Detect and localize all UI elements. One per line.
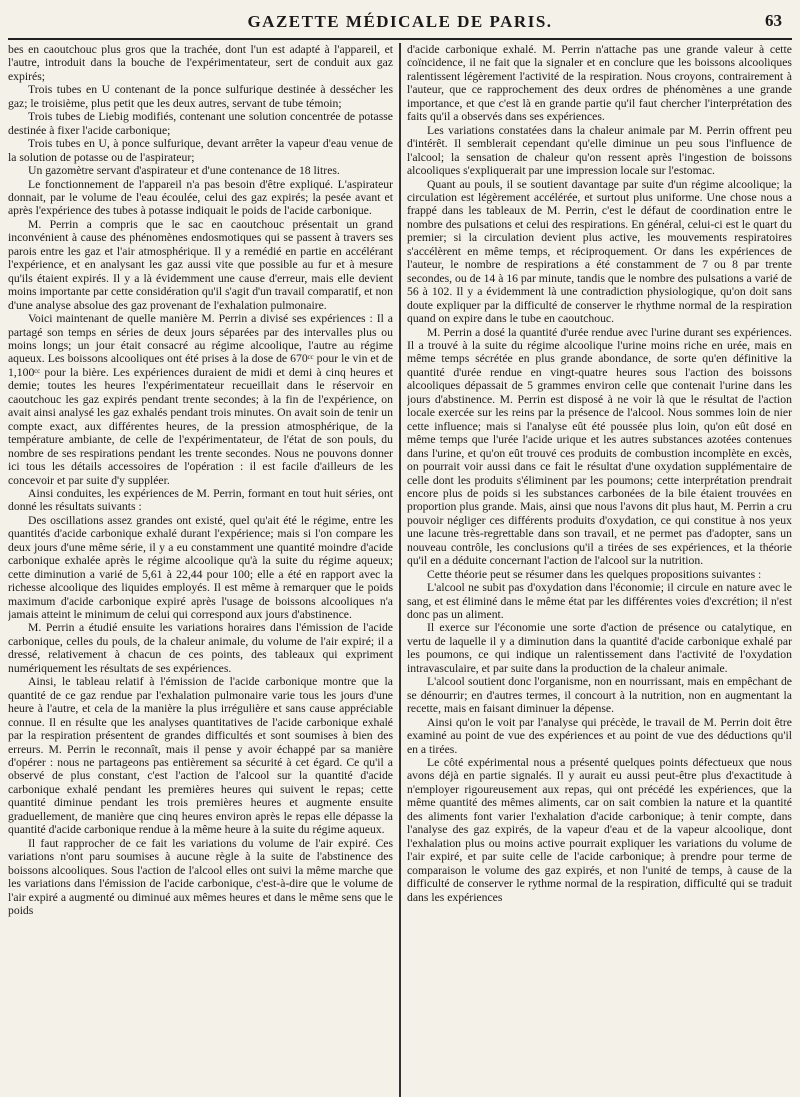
paragraph: Trois tubes en U contenant de la ponce sulfurique destinée à dessécher les gaz; le troisième, plus petit que les deux autres, servant de tube témoin; [8,83,393,110]
paragraph: d'acide carbonique exhalé. M. Perrin n'attache pas une grande valeur à cette coïncidence, il ne fait que la signaler et en conclure que les boissons alcooliques ralentissent légèrement l'activité de la respiration. Nous croyons, contrairement à l'auteur, que ce rapprochement des deux ordres de phénomènes a une grande importance, et que c'est là en grande partie qu'il faut chercher l'interprétation des faits qu'il a observés dans ses expériences. [406,43,792,124]
paragraph: Il exerce sur l'économie une sorte d'action de présence ou catalytique, en vertu de laquelle il y a diminution dans la quantité d'acide carbonique exhalé par les poumons, ce qui indique un ralentissement dans l'activité de l'oxydation intravasculaire, et par suite dans la production de la chaleur animale. [406,621,792,675]
paragraph: Quant au pouls, il se soutient davantage par suite d'un régime alcoolique; la circulation est légèrement accélérée, et surtout plus uniforme. Une chose nous a frappé dans les tableaux de M. Perrin, c'est le défaut de coordination entre le nombre des pulsations et celui des respirations. En général, celui-ci est le quart du premier; si la circulation devient plus active, les mouvements respiratoires s'accélèrent en même temps, et réciproquement. Or dans les expériences de l'auteur, le nombre de respirations a été constamment de 7 ou 8 par trente secondes, ou de 14 à 16 par minute, tandis que le nombre des pulsations a varié de 56 à 102. Il y a évidemment là une contradiction physiologique, qu'on doit sans doute expliquer par la difficulté de conserver le rhythme normal de la respiration quand on expire dans le tube en caoutchouc. [406,177,792,326]
paragraph: Ainsi, le tableau relatif à l'émission de l'acide carbonique montre que la quantité de ce gaz rendue par l'exhalation pulmonaire varie tous les jours d'une heure à l'autre, et cela de la manière la plus irrégulière et sans cause appréciable connue. Il en résulte que les analyses quantitatives de l'acide carbonique exhalé par la respiration présentent de grandes difficultés et sont soumises à bien des erreurs. M. Perrin le reconnaît, mais il pense y avoir échappé par sa manière d'opérer : nous ne partageons pas entièrement sa sécurité à cet égard. Ce qu'il a observé de plus constant, c'est l'action de l'alcool sur la quantité d'acide carbonique exhalé pendant les premières heures qui suivent le repas; cette quantité diminue pendant les trois premières heures et augmente ensuite graduellement, de manière que cinq heures environ après le repas elle dépasse la quantité d'acide carbonique rendue à la même heure à la suite du régime aqueux. [8,675,393,837]
paragraph: L'alcool soutient donc l'organisme, non en nourrissant, mais en empêchant de se dénourrir; en d'autres termes, il concourt à la nutrition, non en augmentant la recette, mais en faisant diminuer la dépense. [406,675,792,716]
paragraph: L'alcool ne subit pas d'oxydation dans l'économie; il circule en nature avec le sang, et est éliminé dans le même état par les différentes voies d'excrétion; il n'est donc pas un aliment. [406,581,792,622]
paragraph: Le côté expérimental nous a présenté quelques points défectueux que nous avons déjà en partie signalés. Il y aurait eu aussi peut-être plus d'exactitude à n'employer rigoureusement aux repas, qui ont précédé les expériences, que la même quantité des mêmes aliments, car on sait combien la nature et la quantité des aliments font varier l'exhalation d'acide carbonique; à tenir compte, dans l'analyse des gaz expirés, de la vapeur d'eau et de la vapeur alcoolique, dont l'exhalation plus ou moins active pourrait expliquer les variations du volume de l'air expiré, et par suite celle de l'acide carbonique; à prendre pour terme de comparaison le volume des gaz expirés, et non l'unité de temps, à cause de la difficulté de conserver le rythme normal de la respiration, difficulté qui se traduit dans les expériences [406,756,792,904]
paragraph: Ainsi conduites, les expériences de M. Perrin, formant en tout huit séries, ont donné les résultats suivants : [8,486,393,514]
paragraph: Le fonctionnement de l'appareil n'a pas besoin d'être expliqué. L'aspirateur donnait, par le volume de l'eau écoulée, celui des gaz expirés; la pesée avant et après l'expérience des tubes à potasse indiquait le poids de l'acide carbonique. [8,177,393,218]
paragraph: Les variations constatées dans la chaleur animale par M. Perrin offrent peu d'intérêt. Il semblerait cependant qu'elle diminue un peu sous l'influence de l'alcool; la sensation de chaleur qu'on ressent après l'ingestion de boissons alcooliques s'expliquerait par une impression locale sur l'estomac. [406,123,792,178]
left-column [8,43,393,1097]
column-divider [399,43,401,1097]
paragraph: Voici maintenant de quelle manière M. Perrin a divisé ses expériences : Il a partagé son temps en séries de deux jours séparées par des intervalles plus ou moins longs; un jour était consacré au régime alcoolique, l'autre au régime aqueux. Les boissons alcooliques ont été prises à la dose de 670ᶜᶜ pour le vin et de 1,100ᶜᶜ pour la bière. Les expériences duraient de midi et demi à cinq heures et demie; toutes les heures l'expérimentateur recueillait dans le réservoir en caoutchouc les gaz expirés pendant trente secondes; à la fin de l'expérience, on avait ainsi analysé les gaz exhalés pendant trois minutes. On avait soin de tenir un compte exact, aux différentes heures, de la pression atmosphérique, de la température ambiante, de celle de l'expérimentateur, de l'état de son pouls, du nombre de ses respirations pendant les trente secondes. Nous ne pouvons donner ici tous les détails accessoires de l'opération : il est facile d'ailleurs de les concevoir et par suite d'y suppléer. [8,312,393,487]
paragraph: Trois tubes en U, à ponce sulfurique, devant arrêter la vapeur d'eau venue de la solution de potasse ou de l'aspirateur; [8,137,393,164]
paragraph: Des oscillations assez grandes ont existé, quel qu'ait été le régime, entre les quantités d'acide carbonique exhalé durant l'expérience; mais si l'on compare les deux jours d'une même série, il y a eu constamment une quantité moindre d'acide carbonique exhalée après le régime alcoolique qu'à la suite du régime aqueux; cette diminution a varié de 5,61 à 22,44 pour 100; elle a été en rapport avec la richesse alcoolique des liquides employés. Il est même à remarquer que le poids maximum d'acide carbonique expiré après l'usage de boissons alcooliques n'a jamais atteint le minimum de celui qui correspond aux jours d'abstinence. [8,513,393,622]
page-number: 63 [765,11,782,30]
paragraph: Cette théorie peut se résumer dans les quelques propositions suivantes : [426,567,762,581]
paragraph: Ainsi qu'on le voit par l'analyse qui précède, le travail de M. Perrin doit être examiné au point de vue des expériences et au point de vue des déductions qu'il en a tirées. [406,715,792,756]
page-header [8,8,792,40]
journal-title: GAZETTE MÉDICALE DE PARIS. [247,12,553,31]
paragraph: M. Perrin a dosé la quantité d'urée rendue avec l'urine durant ses expériences. Il a trouvé à la suite du régime alcoolique l'urine moins riche en urée, mais en même temps sécrétée en plus grande abondance, de sorte qu'en définitive la quantité d'urée rendue en vingt-quatre heures sous l'action des boissons alcooliques dépassait de 5 grammes environ celle que contenait l'urine dans les jours d'abstinence. M. Perrin est disposé à ne voir là que le résultat de l'action locale exercée sur les reins par la présence de l'alcool. Nous sommes loin de nier cette influence; mais si l'analyse eût été poussée plus loin, qu'on eût dosé en même temps que l'urée l'acide urique et les autres substances azotées contenues dans l'urine, et qu'on eût trouvé ces produits de combustion incomplète en excès, on pourrait voir aussi dans ce fait le résultat d'une oxydation supplémentaire de celle dont les produits s'éliminent par les poumons; cette interprétation prendrait encore plus de poids si les substances carbonées de la bile étaient trouvées en proportion plus grande. Mais, ainsi que nous l'avons dit plus haut, M. Perrin a cru pouvoir négliger ces différents produits d'oxydation, ce qui constitue à nos yeux une lacune très-regrettable dans son travail, et ne permet pas d'adopter, sans un nouveau contrôle, les conclusions qu'il a tirées de ses expériences, et la théorie qu'il en a déduite concernant l'action de l'alcool sur la nutrition. [406,325,792,568]
paragraph: Il faut rapprocher de ce fait les variations du volume de l'air expiré. Ces variations n'ont paru soumises à aucune règle à la suite de l'abstinence des boissons alcooliques. Sous l'action de l'alcool elles ont suivi la même marche que les variations dans l'émission de l'acide carbonique, c'est-à-dire que le volume de l'air expiré a augmenté ou diminué aux mêmes heures et dans le même sens que le poids [8,836,393,917]
text-columns [8,43,792,1097]
right-column [407,43,792,1097]
paragraph: Trois tubes de Liebig modifiés, contenant une solution concentrée de potasse destinée à fixer l'acide carbonique; [8,110,393,137]
paragraph: Un gazomètre servant d'aspirateur et d'une contenance de 18 litres. [28,164,340,178]
paragraph: M. Perrin a étudié ensuite les variations horaires dans l'émission de l'acide carbonique, celles du pouls, de la chaleur animale, du volume de l'air expiré; il a dressé, relativement à chacun de ces points, des tableaux qui expriment numériquement les résultats de ses expériences. [8,621,393,675]
paragraph: M. Perrin a compris que le sac en caoutchouc présentait un grand inconvénient à cause des phénomènes endosmotiques qui se passent à travers ses parois entre les gaz et l'air atmosphérique. Il y a remédié en partie en accélérant l'expérience, et en analysant les gaz aussi vite que possible au fur et à mesure qu'ils étaient expirés. Il y a là évidemment une cause d'erreur, mais elle devient moins importante par cette considération qu'il s'agit d'un travail comparatif, et non d'une analyse absolue des gaz provenant de l'exhalation pulmonaire. [8,217,393,312]
paragraph: bes en caoutchouc plus gros que la trachée, dont l'un est adapté à l'appareil, et l'autre, introduit dans la bouche de l'expérimentateur, sert de conduit aux gaz expirés; [8,43,393,83]
